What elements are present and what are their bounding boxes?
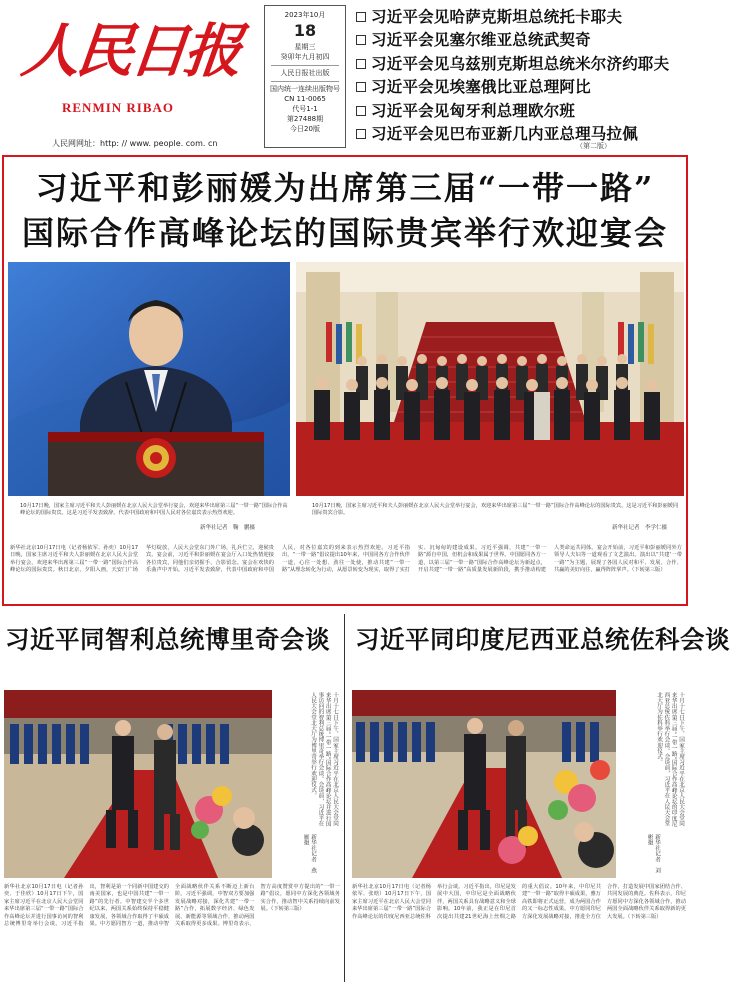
- square-bullet-icon: [356, 35, 366, 45]
- left-story-vertical-caption: 十月十七日下午，国家主席习近平在北京人民大会堂同来华出席第三届“一带一路”国际合作高峰论坛并进行国事访问的智利总统博里奇举行会谈。会谈前，习近平在人民大会堂北大厅为博里奇举行欢迎仪式。: [310, 692, 338, 827]
- square-bullet-icon: [356, 82, 366, 92]
- masthead-pinyin: RENMIN RIBAO: [62, 100, 175, 115]
- right-story-headline[interactable]: 习近平同印度尼西亚总统佐科会谈: [355, 625, 730, 654]
- date-day: 18: [293, 21, 317, 40]
- lead-headline-line2[interactable]: 国际合作高峰论坛的国际贵宾举行欢迎宴会: [21, 214, 668, 252]
- distribution-code: 代号1-1: [292, 105, 318, 113]
- website-line: 人民网网址：http: // www. people. com. cn: [52, 139, 218, 148]
- square-bullet-icon: [356, 129, 366, 139]
- masthead-logo: 人民日报: [18, 17, 242, 85]
- lead-photo-group: [296, 262, 684, 496]
- right-story-photo: [352, 690, 616, 878]
- left-story-photo: [4, 690, 272, 878]
- lunar-date: 癸卯年九月初四: [280, 53, 330, 61]
- headline-index: [356, 5, 686, 145]
- lead-caption-left: 10月17日晚，国家主席习近平和夫人彭丽媛在北京人民大会堂举行宴会，欢迎来华出席第三届“一带一路”国际合作高峰论坛的国际贵宾。这是习近平发表致辞。代表中国政府和中国人民对各位嘉宾表示热烈欢迎。: [20, 503, 288, 516]
- lead-headline-line1[interactable]: 习近平和彭丽媛为出席第三届“一带一路”: [35, 169, 655, 207]
- cn-number: CN 11-0065: [284, 95, 326, 103]
- date-line: 2023年10月: [284, 11, 326, 19]
- square-bullet-icon: [356, 106, 366, 116]
- square-bullet-icon: [356, 59, 366, 69]
- issn-label: 国内统一连续出版物号: [270, 85, 340, 93]
- index-item[interactable]: 习近平会见巴布亚新几内亚总理马拉佩: [356, 122, 686, 145]
- right-story-body: 新华社北京10月17日电（记者杨依军、张晗）10月17日下午，国家主席习近平在北京人民大会堂同来华出席第三届“一带一路”国际合作高峰论坛的印度尼西亚总统佐科举行会谈。习近平指出，印尼是发展中大国，中印尼是全面战略伙伴，两国关系具有战略意义和全球影响。10年前，我正是在印尼首次提出共建21世纪海上丝绸之路的重大倡议。10年来，中印尼共建“一带一路”取得丰硕成果，雅万高铁即将正式运营，成为两国合作的又一标志性成果。中方愿同印尼方深化发展战略对接，推进全方位合作，打造发展中国家团结合作、共同发展的典范。佐科表示，印尼方愿同中方深化各领域合作，推动两国全面战略伙伴关系取得新的更大发展。（下转第三版）: [352, 884, 686, 920]
- left-story-credit: 新华社记者 燕 雁摄: [302, 834, 316, 879]
- issue-info-box: [264, 5, 346, 148]
- lead-credit-right: 新华社记者 李学仁摄: [612, 525, 668, 531]
- page-count: 今日20版: [290, 125, 320, 133]
- left-story-body: 新华社北京10月17日电（记者孙奕、于佳欣）10月17日下午，国家主席习近平在北京人民大会堂同来华出席第三届“一带一路”国际合作高峰论坛并进行国事访问的智利总统博里奇举行会谈。习近平指出，智利是第一个同新中国建交的南美国家，也是中国共建“一带一路”的先行者。中智建交半个多世纪以来，两国关系始终保持平稳健康发展，各领域合作取得了丰硕成果。中方愿同智方一道，推动中智全面战略伙伴关系不断迈上新台阶。习近平强调，中智双方要加强发展战略对接，深化共建“一带一路”合作，拓展数字经济、绿色发展、新能源等领域合作，推动两国关系取得更多成果。博里奇表示，智方高度赞赏中方提出的“一带一路”倡议，愿同中方深化各领域务实合作，推动智中关系持续向前发展。（下转第三版）: [4, 884, 340, 928]
- column-divider: [344, 614, 345, 982]
- lead-credit-left: 新华社记者 鞠 鹏摄: [200, 525, 256, 531]
- index-item[interactable]: 习近平会见埃塞俄比亚总理阿比: [356, 75, 686, 98]
- index-item[interactable]: 习近平会见匈牙利总理欧尔班: [356, 99, 686, 122]
- lead-photo-speech: [8, 262, 290, 496]
- right-story-credit: 新华社记者 刘 彬摄: [646, 834, 660, 879]
- left-story-headline[interactable]: 习近平同智利总统博里奇会谈: [5, 625, 330, 654]
- index-item[interactable]: 习近平会见乌兹别克斯坦总统米尔济约耶夫: [356, 52, 686, 75]
- right-story-vertical-caption: 十月十七日下午，国家主席习近平在北京人民大会堂同来华出席第三届“一带一路”国际合作高峰论坛的印度尼西亚总统佐科举行会谈。会谈前，习近平在人民大会堂北大厅为佐科举行欢迎仪式。: [656, 692, 684, 827]
- square-bullet-icon: [356, 12, 366, 22]
- weekday: 星期三: [294, 43, 316, 51]
- lead-caption-right: 10月17日晚，国家主席习近平和夫人彭丽媛在北京人民大会堂举行宴会，欢迎来华出席第三届“一带一路”国际合作高峰论坛的国际贵宾。这是习近平和彭丽媛同国际贵宾合影。: [312, 503, 679, 516]
- issue-number: 第27488期: [286, 115, 324, 123]
- index-item[interactable]: 习近平会见塞尔维亚总统武契奇: [356, 28, 686, 51]
- index-page-note: （第二版）: [576, 142, 611, 150]
- publisher: 人民日报社出版: [280, 69, 330, 77]
- lead-body-text: 新华社北京10月17日电（记者杨依军、孙奕）10月17日晚，国家主席习近平和夫人彭丽媛在北京人民大会堂举行宴会，欢迎来华出席第三届“一带一路”国际合作高峰论坛的国际贵宾。秋日北京，夕阳入画，天安门广场华灯绽放，人民大会堂东门外广场，礼兵伫立，迎候贵宾。宴会前，习近平和彭丽媛在宴会厅入口处热情迎接各位贵宾，同他们亲切握手、合影留念。宴会在欢快的乐曲声中开始。习近平发表致辞，代表中国政府和中国人民，对各位嘉宾的到来表示热烈欢迎。习近平指出，“一带一路”倡议提出10年来，中国同各方合作伙伴一道，心往一处想、劲往一处使，推动共建“一带一路”从理念转化为行动，从愿景转变为现实，取得了实打实、沉甸甸的建设成果。习近平强调，共建“一带一路”源自中国，但机会和成果属于世界。中国愿同各方一道，以第三届“一带一路”国际合作高峰论坛为新起点，开启共建“一带一路”高质量发展新阶段，携手推动构建人类命运共同体。宴会开始前，习近平和彭丽媛同外方领导人夫妇等一道观看了文艺演出。演出以“共建‘一带一路’”为主题，展现了各国人民对和平、发展、合作、共赢的美好向往，赢得阵阵掌声。（下转第三版）: [10, 545, 682, 574]
- index-item[interactable]: 习近平会见哈萨克斯坦总统托卡耶夫: [356, 5, 686, 28]
